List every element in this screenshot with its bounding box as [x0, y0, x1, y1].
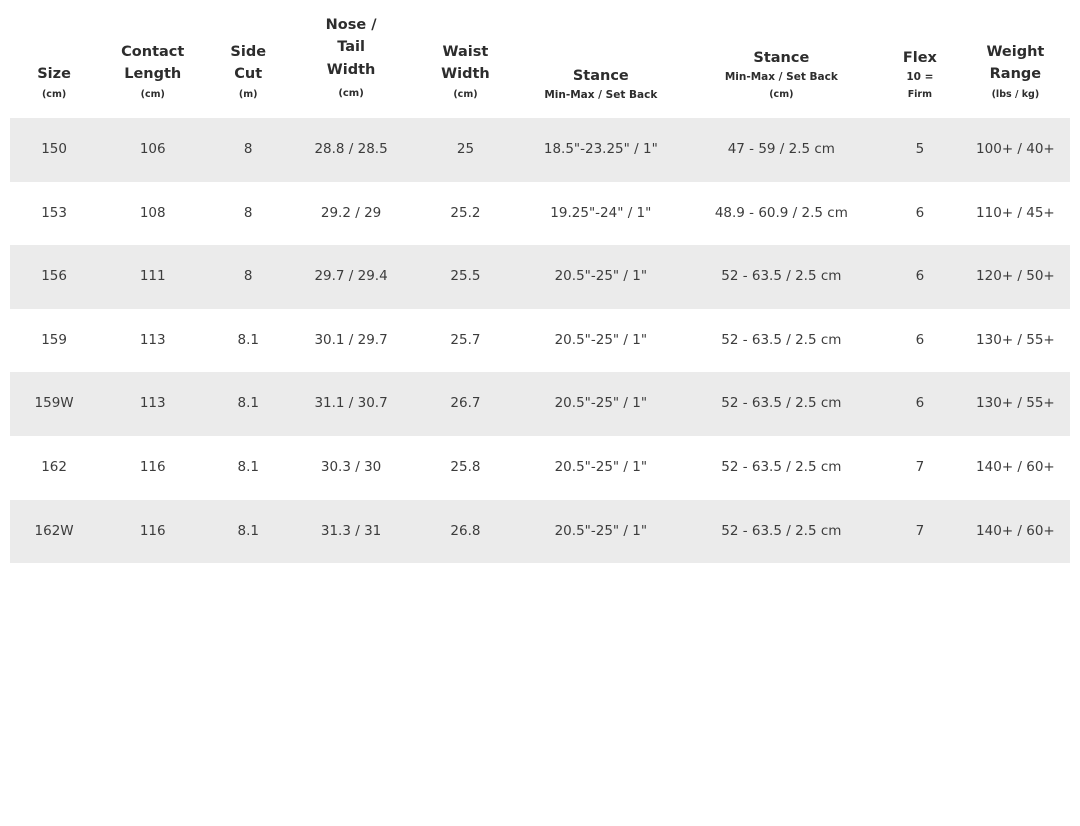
- cell-stance-cm: 52 - 63.5 / 2.5 cm: [684, 372, 879, 436]
- cell-nose-tail-width: 28.8 / 28.5: [289, 118, 413, 182]
- cell-stance-inches: 20.5"-25" / 1": [518, 372, 684, 436]
- cell-weight-range: 130+ / 55+: [961, 309, 1070, 373]
- header-sub-stance-inches: Min-Max / Set Back: [544, 89, 658, 102]
- cell-side-cut: 8.1: [207, 436, 289, 500]
- cell-flex: 7: [879, 436, 961, 500]
- cell-contact-length: 106: [98, 118, 207, 182]
- cell-stance-inches: 18.5"-23.25" / 1": [518, 118, 684, 182]
- header-main-nose-tail-width: Nose / Tail Width: [325, 17, 377, 78]
- cell-waist-width: 25.7: [413, 309, 518, 373]
- header-main-contact-length: Contact Length: [121, 43, 185, 83]
- cell-size: 153: [10, 182, 98, 246]
- cell-size: 159W: [10, 372, 98, 436]
- cell-flex: 6: [879, 245, 961, 309]
- cell-contact-length: 113: [98, 309, 207, 373]
- cell-weight-range: 100+ / 40+: [961, 118, 1070, 182]
- cell-weight-range: 120+ / 50+: [961, 245, 1070, 309]
- table-row: [10, 118, 1070, 182]
- table-body: [10, 118, 1070, 563]
- cell-weight-range: 110+ / 45+: [961, 182, 1070, 246]
- cell-stance-cm: 52 - 63.5 / 2.5 cm: [684, 245, 879, 309]
- header-main-side-cut: Side Cut: [230, 43, 267, 83]
- header-unit-waist-width: (cm): [453, 88, 478, 100]
- column-header-size: [10, 14, 98, 118]
- column-header-nose-tail-width: [289, 14, 413, 118]
- cell-nose-tail-width: 30.3 / 30: [289, 436, 413, 500]
- header-unit-size: (cm): [41, 88, 67, 100]
- cell-waist-width: 25.5: [413, 245, 518, 309]
- board-specs-table: [10, 14, 1070, 563]
- cell-size: 162W: [10, 500, 98, 564]
- cell-stance-cm: 48.9 - 60.9 / 2.5 cm: [684, 182, 879, 246]
- cell-size: 156: [10, 245, 98, 309]
- column-header-flex: [879, 14, 961, 118]
- cell-stance-cm: 47 - 59 / 2.5 cm: [684, 118, 879, 182]
- cell-stance-inches: 19.25"-24" / 1": [518, 182, 684, 246]
- header-main-flex: Flex: [902, 49, 937, 66]
- table-row: [10, 436, 1070, 500]
- column-header-side-cut: [207, 14, 289, 118]
- cell-flex: 6: [879, 309, 961, 373]
- cell-contact-length: 116: [98, 500, 207, 564]
- cell-side-cut: 8: [207, 245, 289, 309]
- cell-stance-inches: 20.5"-25" / 1": [518, 309, 684, 373]
- cell-stance-inches: 20.5"-25" / 1": [518, 245, 684, 309]
- table-row: [10, 372, 1070, 436]
- header-unit-nose-tail-width: (cm): [338, 88, 364, 100]
- cell-contact-length: 116: [98, 436, 207, 500]
- column-header-weight-range: [961, 14, 1070, 118]
- cell-size: 162: [10, 436, 98, 500]
- header-row: [10, 14, 1070, 118]
- cell-nose-tail-width: 30.1 / 29.7: [289, 309, 413, 373]
- table-row: [10, 182, 1070, 246]
- header-main-weight-range: Weight Range: [986, 43, 1045, 83]
- header-unit-weight-range: (lbs / kg): [991, 88, 1040, 100]
- cell-side-cut: 8: [207, 182, 289, 246]
- header-main-stance-inches: Stance: [572, 67, 629, 84]
- column-header-stance-inches: [518, 14, 684, 118]
- header-unit-side-cut: (m): [238, 88, 258, 100]
- cell-contact-length: 108: [98, 182, 207, 246]
- column-header-waist-width: [413, 14, 518, 118]
- cell-waist-width: 26.8: [413, 500, 518, 564]
- cell-waist-width: 26.7: [413, 372, 518, 436]
- table-row: [10, 500, 1070, 564]
- header-unit-contact-length: (cm): [140, 88, 165, 100]
- header-main-size: Size: [37, 66, 71, 83]
- cell-weight-range: 140+ / 60+: [961, 500, 1070, 564]
- cell-nose-tail-width: 31.1 / 30.7: [289, 372, 413, 436]
- header-sub-stance-cm: Min-Max / Set Back: [724, 71, 838, 84]
- cell-nose-tail-width: 31.3 / 31: [289, 500, 413, 564]
- header-main-waist-width: Waist Width: [441, 43, 490, 83]
- header-unit-flex: Firm: [907, 88, 933, 100]
- cell-flex: 6: [879, 182, 961, 246]
- cell-waist-width: 25.8: [413, 436, 518, 500]
- cell-stance-cm: 52 - 63.5 / 2.5 cm: [684, 436, 879, 500]
- cell-waist-width: 25.2: [413, 182, 518, 246]
- cell-flex: 5: [879, 118, 961, 182]
- cell-weight-range: 140+ / 60+: [961, 436, 1070, 500]
- table-header: [10, 14, 1070, 118]
- header-sub-flex: 10 =: [906, 71, 934, 84]
- cell-side-cut: 8: [207, 118, 289, 182]
- cell-size: 159: [10, 309, 98, 373]
- cell-stance-inches: 20.5"-25" / 1": [518, 436, 684, 500]
- header-main-stance-cm: Stance: [753, 49, 810, 66]
- cell-flex: 7: [879, 500, 961, 564]
- cell-waist-width: 25: [413, 118, 518, 182]
- cell-stance-cm: 52 - 63.5 / 2.5 cm: [684, 309, 879, 373]
- column-header-stance-cm: [684, 14, 879, 118]
- header-unit-stance-cm: (cm): [769, 88, 794, 100]
- cell-contact-length: 113: [98, 372, 207, 436]
- cell-contact-length: 111: [98, 245, 207, 309]
- cell-size: 150: [10, 118, 98, 182]
- cell-nose-tail-width: 29.2 / 29: [289, 182, 413, 246]
- cell-side-cut: 8.1: [207, 309, 289, 373]
- cell-flex: 6: [879, 372, 961, 436]
- cell-nose-tail-width: 29.7 / 29.4: [289, 245, 413, 309]
- cell-side-cut: 8.1: [207, 372, 289, 436]
- table-row: [10, 309, 1070, 373]
- cell-stance-cm: 52 - 63.5 / 2.5 cm: [684, 500, 879, 564]
- cell-side-cut: 8.1: [207, 500, 289, 564]
- column-header-contact-length: [98, 14, 207, 118]
- cell-stance-inches: 20.5"-25" / 1": [518, 500, 684, 564]
- cell-weight-range: 130+ / 55+: [961, 372, 1070, 436]
- table-row: [10, 245, 1070, 309]
